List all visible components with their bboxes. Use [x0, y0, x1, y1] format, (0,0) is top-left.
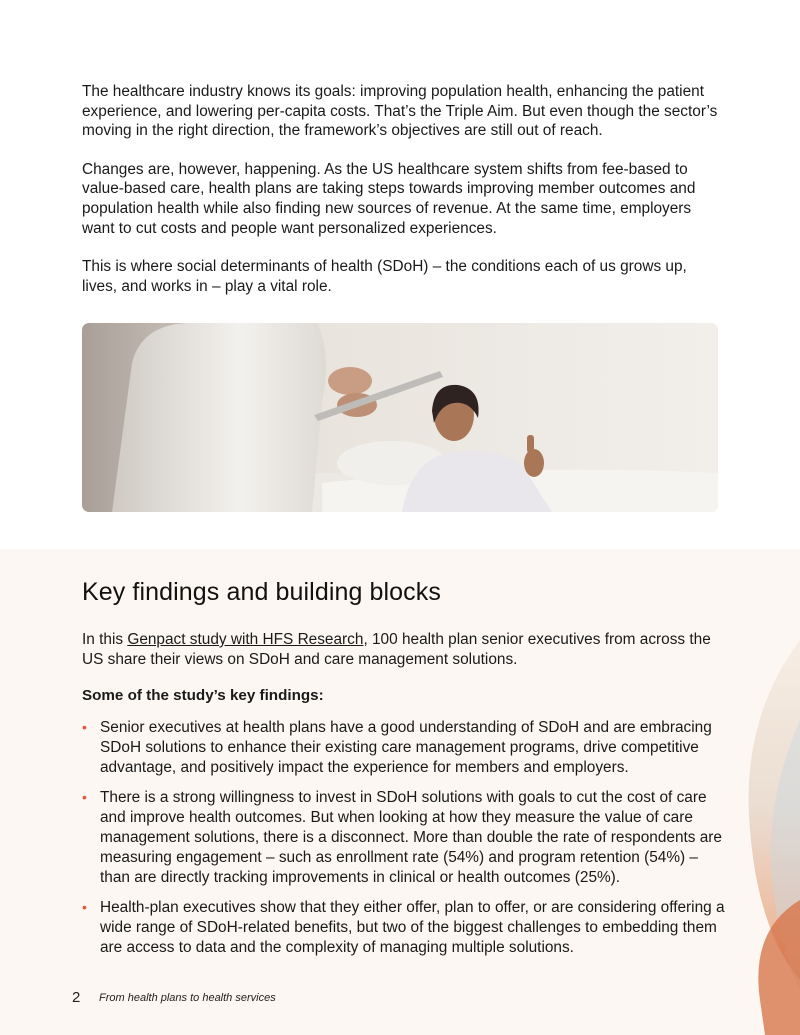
photo-illustration: [82, 323, 718, 512]
bullet-marker: •: [82, 899, 87, 916]
finding-item: [82, 898, 727, 957]
page-number: 2: [72, 989, 81, 1006]
lead-suffix: , 100 health plan senior executives from across the US share their views on SDoH and care management solutions.: [82, 631, 711, 668]
finding-text: Health-plan executives show that they either offer, plan to offer, or are considering offering a wide range of SDoH-related benefits, but two of the biggest challenges to embedding them are access to data and the complexity of managing multiple solutions.: [100, 899, 725, 956]
finding-text: There is a strong willingness to invest in SDoH solutions with goals to cut the cost of care and improve health outcomes. But when looking at how they measure the value of care management solutions, there is a disconnect. More than double the rate of respondents are measuring engagement – such as enrollment rate (54%) and program retention (54%) – than are directly tracking improvements in clinical or health outcomes (25%).: [100, 789, 722, 886]
findings-bullet-list: [82, 718, 727, 969]
section-heading: Key findings and building blocks: [82, 578, 441, 606]
finding-text: Senior executives at health plans have a good understanding of SDoH and are embracing SDoH solutions to enhance their existing care management programs, drive competitive advantage, and positively impact the experience for members and employers.: [100, 719, 712, 776]
finding-item: [82, 718, 727, 777]
bullet-marker: •: [82, 719, 87, 735]
intro-paragraph-1: The healthcare industry knows its goals: improving population health, enhancing the patient experience, and lowering per-capita costs. That’s the Triple Aim. But even though the sector’s moving in the right direction, the framework’s objectives are still out of reach.: [82, 83, 718, 140]
intro-section: [82, 82, 722, 315]
findings-lead-paragraph: [82, 630, 722, 670]
hero-photo-doctor-patient: [82, 323, 718, 512]
bullet-marker: •: [82, 789, 87, 806]
intro-paragraph-2: Changes are, however, happening. As the US healthcare system shifts from fee-based to value-based care, health plans are taking steps towards improving member outcomes and population health while also finding new sources of revenue. At the same time, employers want to cut costs and people want personalized experiences.: [82, 160, 696, 237]
intro-paragraph-3: This is where social determinants of health (SDoH) – the conditions each of us grows up, lives, and works in – play a vital role.: [82, 258, 687, 295]
findings-subheading: Some of the study’s key findings:: [82, 687, 324, 704]
footer-title: From health plans to health services: [99, 992, 276, 1004]
study-link[interactable]: Genpact study with HFS Research: [127, 631, 364, 648]
finding-item: [82, 788, 727, 887]
lead-prefix: In this: [82, 631, 128, 648]
